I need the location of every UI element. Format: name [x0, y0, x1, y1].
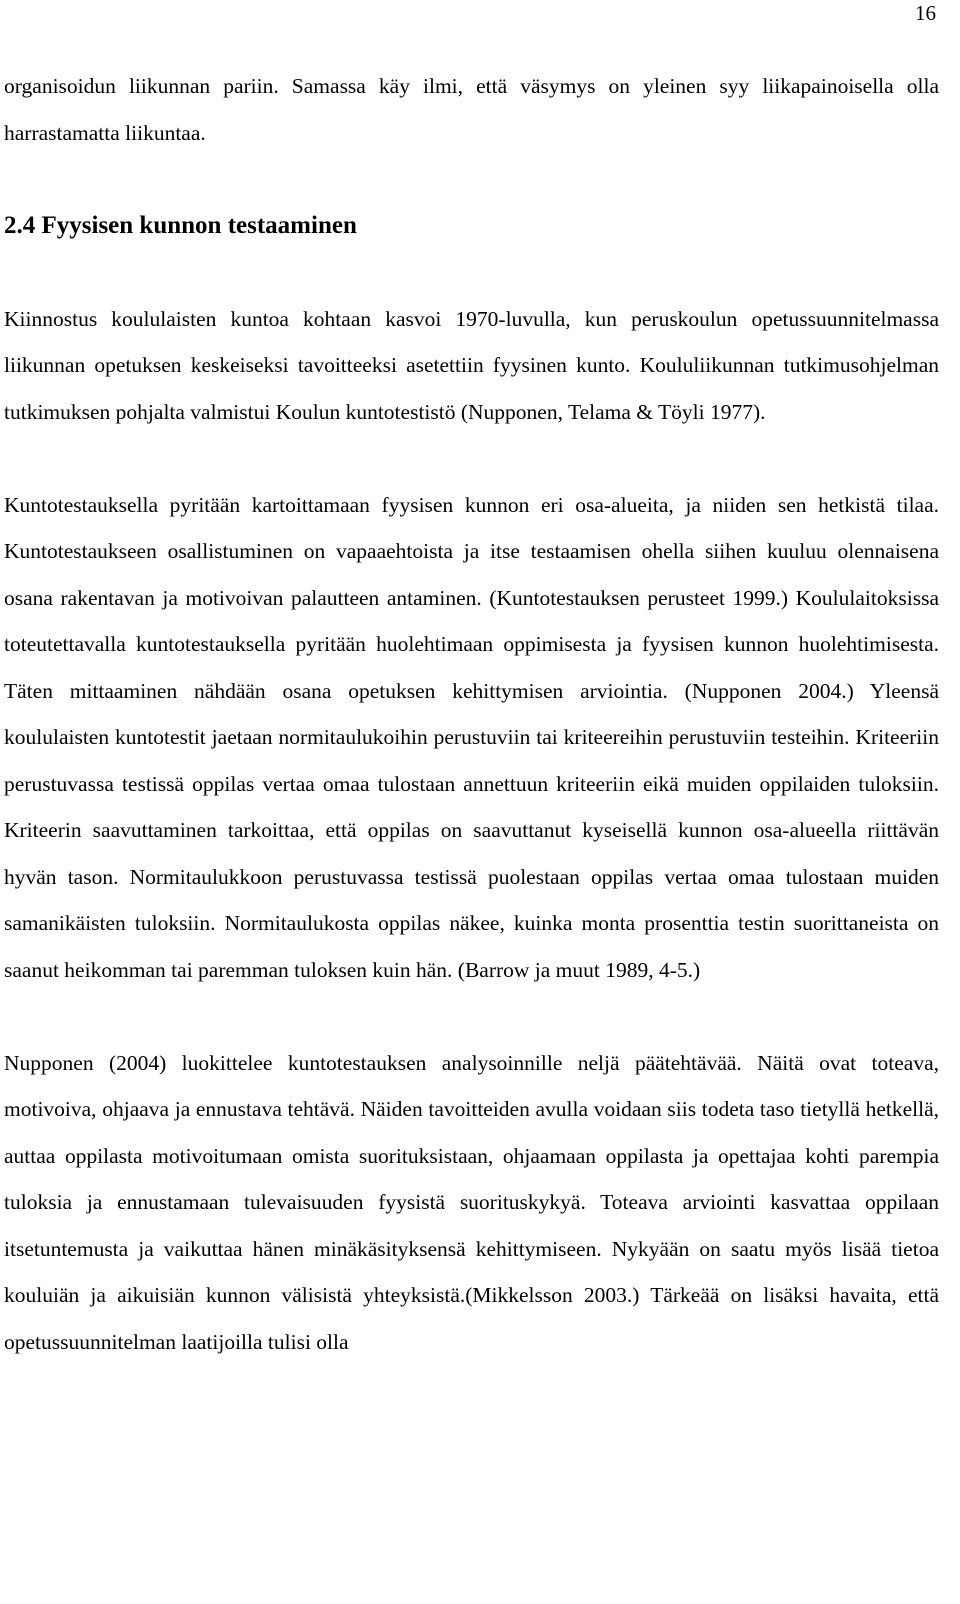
paragraph-spacer [4, 993, 939, 1040]
paragraph-history: Kiinnostus koululaisten kuntoa kohtaan kasvoi 1970-luvulla, kun peruskoulun opetussuunnitelmassa liikunnan opetuksen keskeiseksi tavoitteeksi asetettiin fyysinen kunto. Koululiikunnan tutkimusohjelman tutkimuksen pohjalta valmistui Koulun kuntotestistö (Nupponen, Telama & Töyli 1977). [4, 306, 939, 424]
paragraph-analysis-tasks: Nupponen (2004) luokittelee kuntotestauksen analysoinnille neljä päätehtävää. Näitä ovat toteava, motivoiva, ohjaava ja ennustava tehtävä. Näiden tavoitteiden avulla voidaan siis todeta taso tietyllä hetkellä, auttaa oppilasta motivoitumaan omista suorituksistaan, ohjaamaan oppilasta ja opettajaa kohti parempia tuloksia ja ennustamaan tulevaisuuden fyysistä suorituskykyä. Toteava arviointi kasvattaa oppilaan itsetuntemusta ja vaikuttaa hänen minäkäsityksensä kehittymiseen. Nykyään on saatu myös lisää tietoa kouluiän ja aikuisiän kunnon välisistä yhteyksistä.(Mikkelsson 2003.) Tärkeää on lisäksi havaita, että opetussuunnitelman laatijoilla tulisi olla [4, 1050, 939, 1354]
document-body [4, 63, 939, 1365]
section-heading: 2.4 Fyysisen kunnon testaaminen [4, 211, 357, 239]
paragraph-spacer [4, 435, 939, 482]
paragraph-spacer [4, 249, 939, 296]
paragraph-testing-purpose: Kuntotestauksella pyritään kartoittamaan fyysisen kunnon eri osa-alueita, ja niiden sen hetkistä tilaa. Kuntotestaukseen osallistuminen on vapaaehtoista ja itse testaamisen ohella siihen kuuluu olennaisena osana rakentavan ja motivoivan palautteen antaminen. (Kuntotestauksen perusteet 1999.) Koululaitoksissa toteutettavalla kuntotestauksella pyritään huolehtimaan oppimisesta ja fyysisen kunnon huolehtimisesta. Täten mittaaminen nähdään osana opetuksen kehittymisen arviointia. (Nupponen 2004.) Yleensä koululaisten kuntotestit jaetaan normitaulukoihin perustuviin tai kriteereihin perustuviin testeihin. Kriteeriin perustuvassa testissä oppilas vertaa omaa tulostaan annettuun kriteeriin eikä muiden oppilaiden tuloksiin. Kriteerin saavuttaminen tarkoittaa, että oppilas on saavuttanut kyseisellä kunnon osa-alueella riittävän hyvän tason. Normitaulukkoon perustuvassa testissä puolestaan oppilas vertaa omaa tulostaan muiden samanikäisten tuloksiin. Normitaulukosta oppilas näkee, kuinka monta prosenttia testin suorittaneista on saanut heikomman tai paremman tuloksen kuin hän. (Barrow ja muut 1989, 4-5.) [4, 492, 939, 982]
page-number: 16 [915, 1, 936, 25]
paragraph-spacer [4, 156, 939, 203]
intro-paragraph: organisoidun liikunnan pariin. Samassa käy ilmi, että väsymys on yleinen syy liikapainoisella olla harrastamatta liikuntaa. [4, 74, 939, 145]
